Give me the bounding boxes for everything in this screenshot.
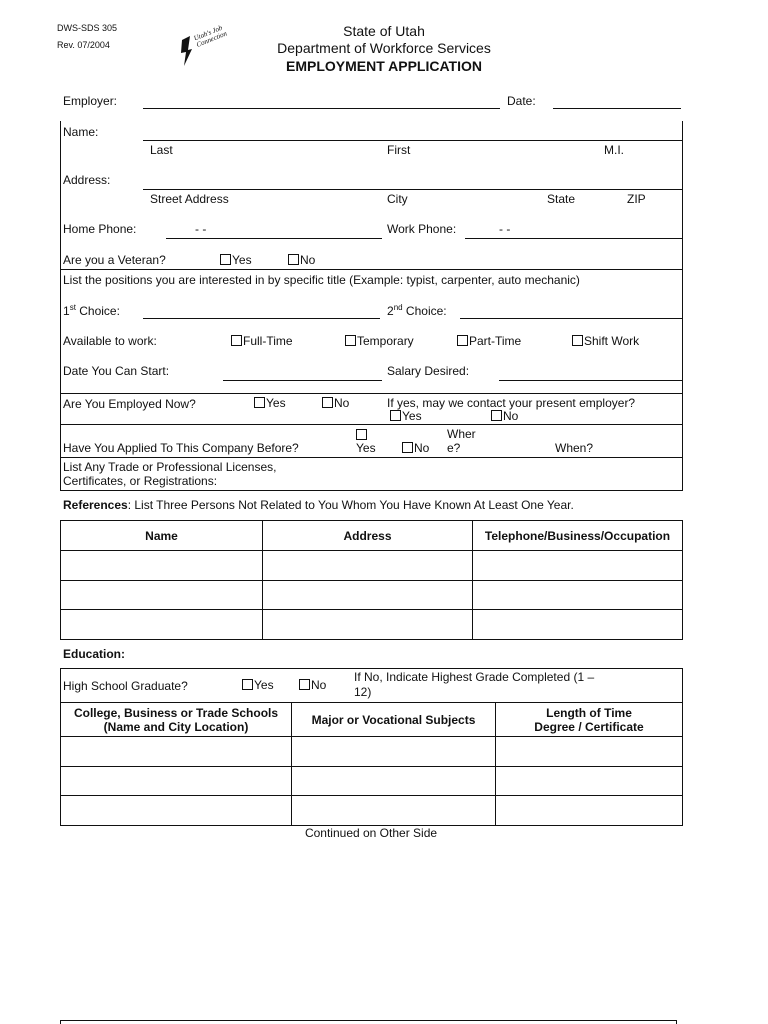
first-choice-number: 1 — [63, 304, 70, 318]
table-cell[interactable] — [263, 551, 473, 581]
contact-yes[interactable] — [390, 409, 422, 423]
licenses-label-line2: Certificates, or Registrations: — [63, 474, 218, 488]
date-label: Date: — [507, 94, 536, 108]
contact-no-label: No — [503, 409, 519, 423]
available-label: Available to work: — [63, 334, 157, 348]
table-row — [61, 767, 683, 796]
name-field[interactable] — [143, 140, 682, 141]
table-cell[interactable] — [61, 737, 292, 767]
applied-no-label: No — [414, 441, 430, 455]
date-field[interactable] — [553, 108, 681, 109]
employed-no[interactable] — [322, 396, 349, 410]
ref-col-name: Name — [61, 521, 263, 551]
form-code: DWS-SDS 305 — [57, 23, 118, 33]
start-date-label: Date You Can Start: — [63, 364, 170, 378]
employed-now-label: Are You Employed Now? — [63, 397, 196, 411]
full-time-label: Full-Time — [243, 334, 293, 348]
references-instructions: : List Three Persons Not Related to You Whom You Have Known At Least One Year. — [127, 498, 574, 512]
table-row — [61, 581, 683, 610]
hs-yes[interactable] — [242, 678, 274, 692]
veteran-yes-label: Yes — [232, 253, 252, 267]
veteran-no[interactable] — [288, 253, 315, 267]
ref-col-telephone: Telephone/Business/Occupation — [473, 521, 683, 551]
box-bottom-border — [60, 490, 683, 491]
table-row — [61, 551, 683, 581]
state-caption: State — [547, 192, 576, 206]
employed-no-checkbox[interactable] — [322, 397, 333, 408]
second-choice-number: 2 — [387, 304, 394, 318]
temporary-option[interactable] — [345, 334, 414, 348]
work-phone-label: Work Phone: — [387, 222, 457, 236]
second-choice-field[interactable] — [460, 318, 682, 319]
salary-label: Salary Desired: — [387, 364, 470, 378]
salary-field[interactable] — [499, 380, 682, 381]
second-choice-text: Choice: — [402, 304, 447, 318]
table-cell[interactable] — [61, 767, 292, 796]
department-name: Department of Workforce Services — [277, 40, 491, 56]
shift-work-option[interactable] — [572, 334, 639, 348]
shift-work-label: Shift Work — [584, 334, 640, 348]
next-section-top-border — [60, 1020, 677, 1021]
positions-note: List the positions you are interested in by specific title (Example: typist, carpenter, auto mechanic) — [63, 273, 580, 287]
table-cell[interactable] — [61, 796, 292, 826]
first-choice-field[interactable] — [143, 318, 380, 319]
table-cell[interactable] — [496, 796, 683, 826]
name-label: Name: — [63, 125, 99, 139]
continued-note: Continued on Other Side — [304, 826, 438, 840]
table-cell[interactable] — [473, 581, 683, 610]
hs-no-checkbox[interactable] — [299, 679, 310, 690]
middle-initial-caption: M.I. — [604, 143, 624, 157]
hs-graduate-label: High School Graduate? — [63, 679, 188, 693]
edu-col-school-line2: (Name and City Location) — [103, 719, 249, 734]
table-cell[interactable] — [292, 737, 496, 767]
table-cell[interactable] — [473, 551, 683, 581]
full-time-checkbox[interactable] — [231, 335, 242, 346]
shift-work-checkbox[interactable] — [572, 335, 583, 346]
hs-no-label: No — [311, 678, 327, 692]
employed-yes-checkbox[interactable] — [254, 397, 265, 408]
last-name-caption: Last — [150, 143, 173, 157]
second-choice-label — [387, 303, 447, 318]
education-heading: Education: — [63, 647, 125, 661]
edu-col-length-line2: Degree / Certificate — [534, 719, 644, 734]
box-right-border — [682, 121, 683, 491]
logo-text: Utah's Job Connection — [192, 23, 229, 49]
references-title: References — [63, 498, 128, 512]
divider — [60, 269, 683, 270]
table-row — [61, 796, 683, 826]
table-row — [61, 610, 683, 640]
contact-employer-label: If yes, may we contact your present employer? — [387, 396, 636, 410]
first-choice-label — [63, 303, 120, 318]
edu-col-length-line1: Length of Time — [546, 705, 632, 720]
contact-yes-label: Yes — [402, 409, 422, 423]
work-phone-field[interactable] — [465, 238, 682, 239]
start-date-field[interactable] — [223, 380, 382, 381]
veteran-label: Are you a Veteran? — [63, 253, 166, 267]
next-section-left-border — [60, 1020, 61, 1024]
first-choice-suffix: st — [69, 303, 76, 312]
employer-label: Employer: — [63, 94, 118, 108]
part-time-checkbox[interactable] — [457, 335, 468, 346]
employed-no-label: No — [334, 396, 350, 410]
home-phone-dashes: - - — [195, 222, 207, 236]
first-name-caption: First — [387, 143, 411, 157]
table-cell[interactable] — [292, 767, 496, 796]
part-time-option[interactable] — [457, 334, 521, 348]
table-cell[interactable] — [61, 551, 263, 581]
applied-before-label: Have You Applied To This Company Before? — [63, 441, 299, 455]
city-caption: City — [387, 192, 408, 206]
checkbox-box[interactable] — [356, 429, 367, 440]
street-caption: Street Address — [150, 192, 229, 206]
table-cell[interactable] — [263, 581, 473, 610]
temporary-label: Temporary — [357, 334, 414, 348]
edu-col-length — [496, 703, 683, 737]
applied-yes-checkbox[interactable] — [356, 428, 368, 442]
where-label-line1: Wher — [447, 427, 476, 441]
references-heading — [63, 498, 574, 512]
applied-yes-label: Yes — [356, 441, 376, 455]
divider — [60, 393, 683, 394]
divider — [60, 457, 683, 458]
address-field[interactable] — [143, 189, 682, 190]
ref-col-address: Address — [263, 521, 473, 551]
table-cell[interactable] — [61, 581, 263, 610]
employed-yes[interactable] — [254, 396, 286, 410]
highest-grade-line1: If No, Indicate Highest Grade Completed (1 – — [354, 670, 595, 684]
edu-col-school-line1: College, Business or Trade Schools — [73, 705, 279, 720]
divider — [60, 424, 683, 425]
table-row — [61, 737, 683, 767]
veteran-no-checkbox[interactable] — [288, 254, 299, 265]
contact-yes-checkbox[interactable] — [390, 410, 401, 421]
table-cell[interactable] — [292, 796, 496, 826]
full-time-option[interactable] — [231, 334, 293, 348]
work-phone-dashes: - - — [499, 222, 511, 236]
hs-yes-label: Yes — [254, 678, 274, 692]
form-revision: Rev. 07/2004 — [57, 40, 110, 50]
veteran-yes-checkbox[interactable] — [220, 254, 231, 265]
education-table — [60, 702, 683, 826]
zip-caption: ZIP — [627, 192, 646, 206]
applied-no-checkbox[interactable] — [402, 442, 413, 453]
references-table — [60, 520, 683, 640]
contact-no[interactable] — [491, 409, 518, 423]
hs-yes-checkbox[interactable] — [242, 679, 253, 690]
contact-no-checkbox[interactable] — [491, 410, 502, 421]
applied-no[interactable] — [402, 441, 429, 455]
second-choice-suffix: nd — [393, 303, 403, 312]
employer-field[interactable] — [143, 108, 500, 109]
home-phone-field[interactable] — [166, 238, 382, 239]
edu-col-school — [61, 703, 292, 737]
first-choice-text: Choice: — [75, 304, 120, 318]
highest-grade-line2: 12) — [354, 685, 372, 699]
state-name: State of Utah — [343, 23, 425, 39]
licenses-label-line1: List Any Trade or Professional Licenses, — [63, 460, 277, 474]
veteran-yes[interactable] — [220, 253, 252, 267]
next-section-right-border — [676, 1020, 677, 1024]
table-cell[interactable] — [473, 610, 683, 640]
home-phone-label: Home Phone: — [63, 222, 137, 236]
temporary-checkbox[interactable] — [345, 335, 356, 346]
table-cell[interactable] — [61, 610, 263, 640]
table-cell[interactable] — [496, 767, 683, 796]
page-title: EMPLOYMENT APPLICATION — [286, 58, 482, 74]
edu-col-subjects: Major or Vocational Subjects — [292, 703, 496, 737]
when-label: When? — [555, 441, 594, 455]
where-label-line2: e? — [447, 441, 461, 455]
hs-no[interactable] — [299, 678, 326, 692]
box-left-border — [60, 121, 61, 491]
veteran-no-label: No — [300, 253, 316, 267]
part-time-label: Part-Time — [469, 334, 522, 348]
table-cell[interactable] — [263, 610, 473, 640]
table-cell[interactable] — [496, 737, 683, 767]
employed-yes-label: Yes — [266, 396, 286, 410]
address-label: Address: — [63, 173, 111, 187]
